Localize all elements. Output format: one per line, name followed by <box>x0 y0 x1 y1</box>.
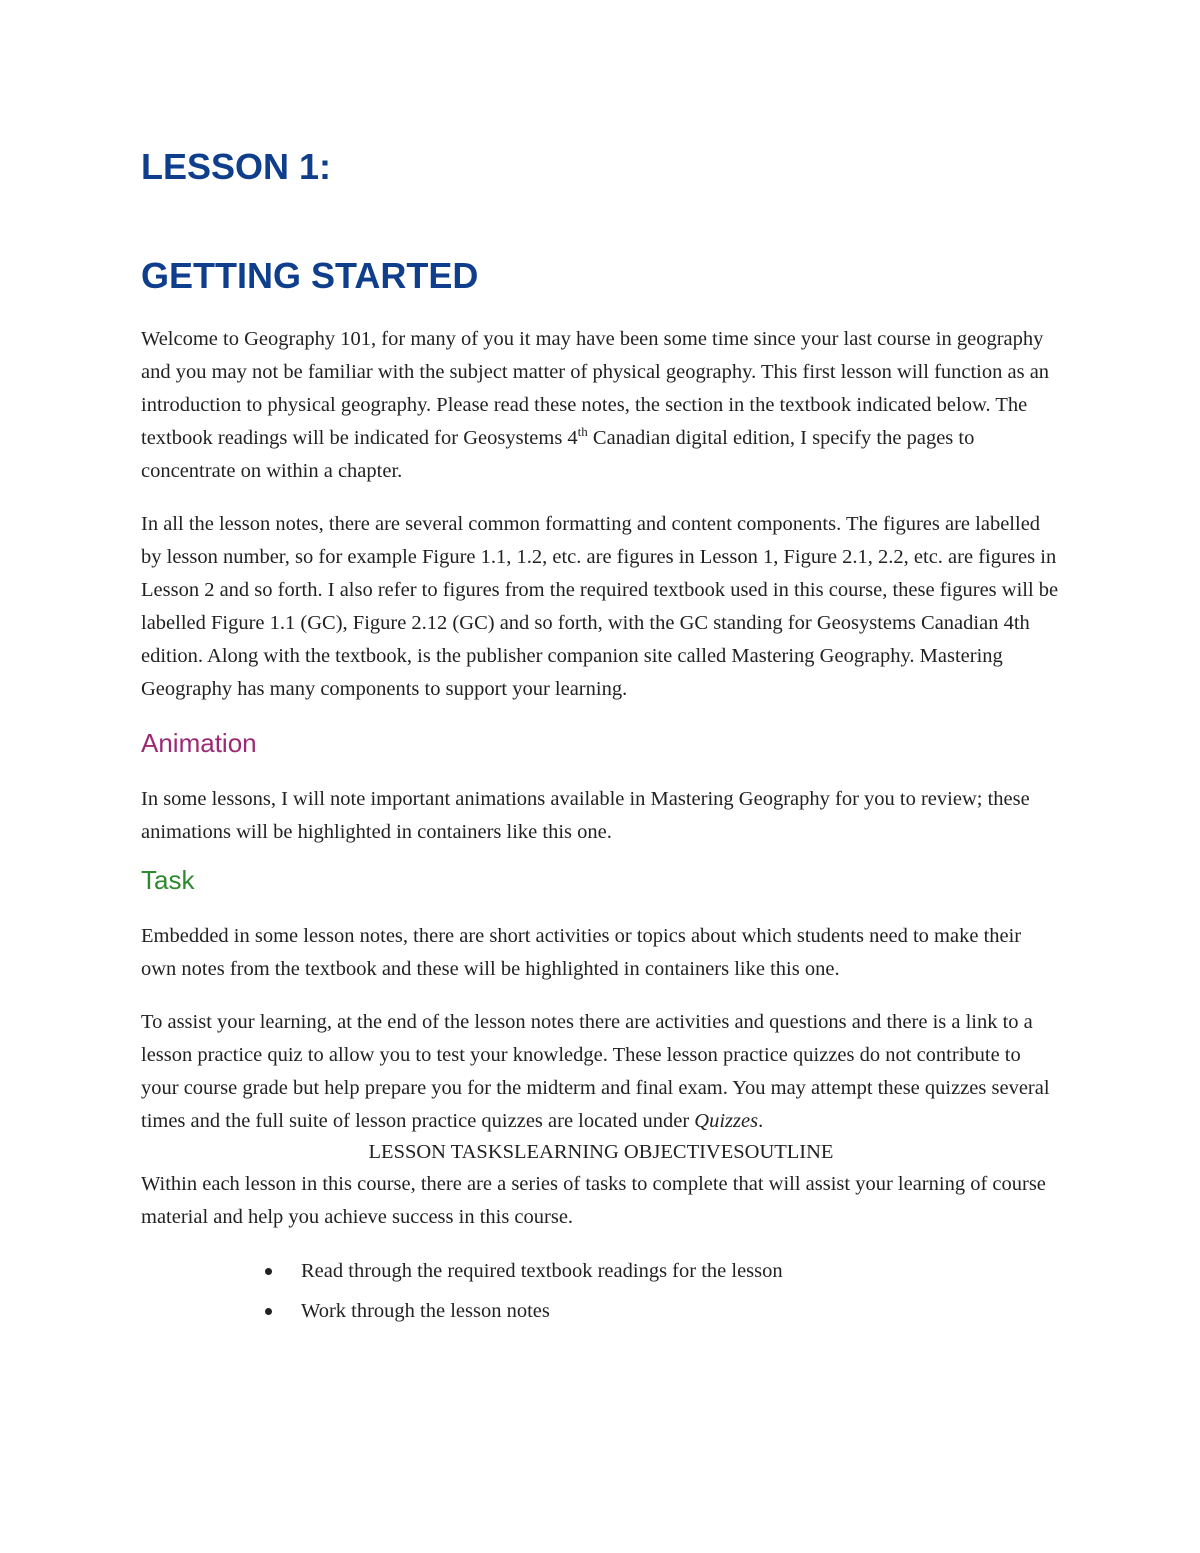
task-list <box>141 1256 1061 1326</box>
intro-paragraph <box>141 323 1061 488</box>
getting-started-heading: GETTING STARTED <box>141 255 479 297</box>
list-item-text: Work through the lesson notes <box>301 1300 550 1323</box>
task-paragraph: Embedded in some lesson notes, there are short activities or topics about which students need to make their own notes from the textbook and these will be highlighted in containers like this one. <box>141 925 1022 981</box>
bullet-icon <box>265 1268 272 1275</box>
assist-text: To assist your learning, at the end of the lesson notes there are activities and questions and there is a link to a lesson practice quiz to allow you to test your knowledge. These lesson practice quizzes do not contribute to your course grade but help prepare you for the midterm and final exam. You may attempt these quizzes several times and the full suite of lesson practice quizzes are located under <box>141 1011 1050 1133</box>
document-content <box>141 140 1061 1336</box>
within-paragraph: Within each lesson in this course, there are a series of tasks to complete that will assist your learning of course material and help you achieve success in this course. <box>141 1173 1046 1229</box>
formatting-paragraph: In all the lesson notes, there are several common formatting and content components. The figures are labelled by lesson number, so for example Figure 1.1, 1.2, etc. are figures in Lesson 1, Figure 2.1, 2.2, etc. are figures in Lesson 2 and so forth. I also refer to figures from the required textbook used in this course, these figures will be labelled Figure 1.1 (GC), Figure 2.12 (GC) and so forth, with the GC standing for Geosystems Canadian 4th edition. Along with the textbook, is the publisher companion site called Mastering Geography. Mastering Geography has many components to support your learning. <box>141 512 1059 700</box>
list-item <box>265 1256 1061 1286</box>
quizzes-emphasis: Quizzes <box>694 1110 759 1133</box>
assist-end: . <box>758 1110 764 1133</box>
intro-text-part2: Canadian digital edition, I specify the pages to concentrate on within a chapter. <box>141 426 975 482</box>
list-item-text: Read through the required textbook readings for the lesson <box>301 1260 783 1283</box>
section-tabs-line: LESSON TASKSLEARNING OBJECTIVESOUTLINE <box>368 1141 834 1164</box>
bullet-icon <box>265 1308 272 1315</box>
lesson-heading: LESSON 1: <box>141 146 332 187</box>
intro-text-part1: Welcome to Geography 101, for many of you it may have been some time since your last course in geography and you may not be familiar with the subject matter of physical geography. This first lesson will function as an introduction to physical geography. Please read these notes, the section in the textbook indicated below. The textbook readings will be indicated for Geosystems 4 <box>141 327 1050 449</box>
animation-heading: Animation <box>141 727 257 758</box>
task-heading: Task <box>141 864 195 895</box>
animation-paragraph: In some lessons, I will note important animations available in Mastering Geography for you to review; these animations will be highlighted in containers like this one. <box>141 787 1030 843</box>
intro-superscript: th <box>577 423 588 439</box>
list-item <box>265 1296 1061 1326</box>
assist-paragraph <box>141 1006 1061 1138</box>
